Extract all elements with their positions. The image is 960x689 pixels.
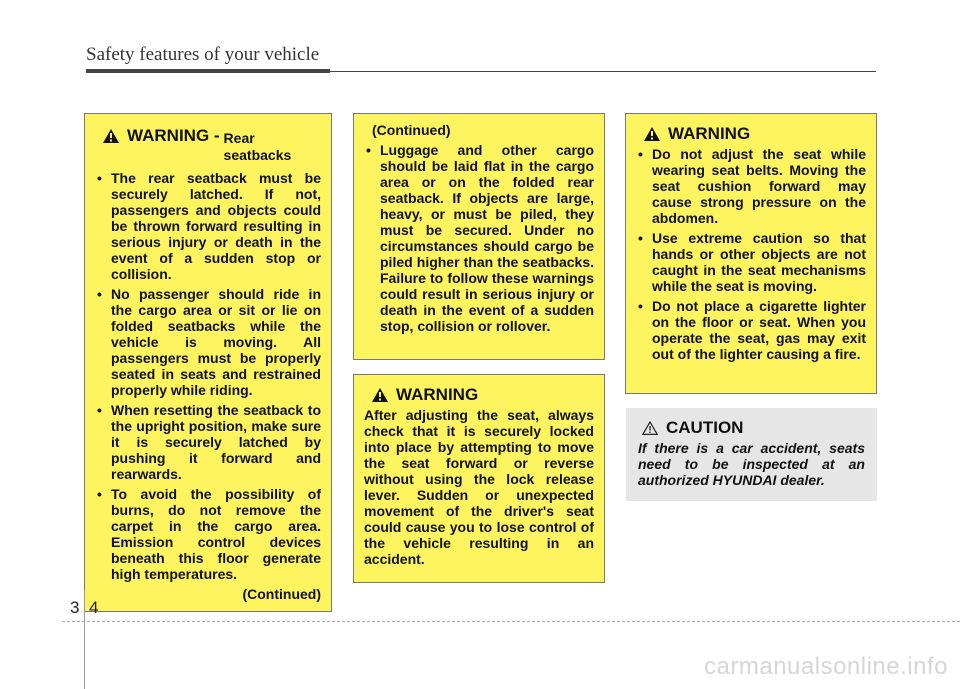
warning-title-label: WARNING	[668, 124, 751, 143]
caution-title	[642, 420, 865, 436]
list-item: • No passenger should ride in the cargo area or sit or lie on folded seatbacks while the vehicle is moving. All passengers must be properly seated in seats and restrained properly while riding.	[95, 286, 321, 398]
list-item: • Luggage and other cargo should be laid flat in the cargo area or on the folded rear seatback. If objects are large, heavy, or must be piled, they must be secured. Under no circumstances should cargo be piled higher than the seatbacks. Failure to follow these warnings could result in serious injury or death in the event of a sudden stop, collision or rollover.	[364, 142, 594, 334]
caution-text: If there is a car accident, seats need to be inspected at an authorized HYUNDAI dealer.	[638, 440, 865, 488]
caution-box	[626, 408, 877, 501]
warning-title	[644, 126, 866, 142]
warning-triangle-icon	[103, 129, 119, 143]
list-item: • The rear seatback must be securely latched. If not, passengers and objects could be thrown forward resulting in serious injury or death in the event of a sudden stop or collision.	[95, 170, 321, 282]
list-item: • Do not adjust the seat while wearing seat belts. Moving the seat cushion forward may cause strong pressure on the abdomen.	[636, 146, 866, 226]
header-rule-accent	[86, 69, 330, 73]
continued-label: (Continued)	[242, 586, 321, 602]
warning-subtitle-line2: seatbacks	[223, 147, 292, 163]
warning-box-continued	[353, 113, 605, 360]
warning-triangle-icon	[372, 388, 388, 402]
warning-list	[636, 146, 866, 362]
warning-list	[364, 142, 594, 334]
page-number: 4	[89, 598, 99, 617]
continued-label: (Continued)	[372, 122, 451, 138]
chapter-number: 3	[70, 598, 80, 617]
warning-title-label: WARNING -	[127, 126, 220, 145]
warning-title-label: WARNING	[396, 385, 479, 404]
warning-title	[103, 128, 321, 164]
footer-divider-vertical	[84, 590, 85, 689]
warning-text: After adjusting the seat, always check that it is securely locked into place by attempting to move the seat forward or reverse without using the lock release lever. Sudden or unexpected movement of the driver's seat could cause you to lose control of the vehicle resulting in an accident.	[364, 407, 594, 567]
watermark: carmanualsonline.info	[704, 653, 948, 680]
page-header-title: Safety features of your vehicle	[86, 44, 320, 65]
caution-triangle-icon	[642, 421, 658, 435]
warning-box-seat-lock	[353, 374, 605, 583]
caution-title-label: CAUTION	[666, 418, 744, 437]
list-item: • Use extreme caution so that hands or other objects are not caught in the seat mechanisms while the seat is moving.	[636, 230, 866, 294]
list-item: • To avoid the possibility of burns, do not remove the carpet in the cargo area. Emission control devices beneath this floor generate high temperatures.	[95, 486, 321, 582]
list-item: • Do not place a cigarette lighter on the floor or seat. When you operate the seat, gas may exit out of the lighter causing a fire.	[636, 298, 866, 362]
warning-title	[372, 387, 594, 403]
warning-subtitle-line1: Rear	[223, 130, 255, 146]
warning-box-seat-adjustment	[625, 113, 877, 394]
list-item: • When resetting the seatback to the upright position, make sure it is securely latched by pushing it forward and rearwards.	[95, 402, 321, 482]
warning-triangle-icon	[644, 127, 660, 141]
footer-divider-horizontal	[62, 621, 960, 622]
warning-list	[95, 170, 321, 582]
warning-box-rear-seatbacks	[84, 113, 332, 612]
